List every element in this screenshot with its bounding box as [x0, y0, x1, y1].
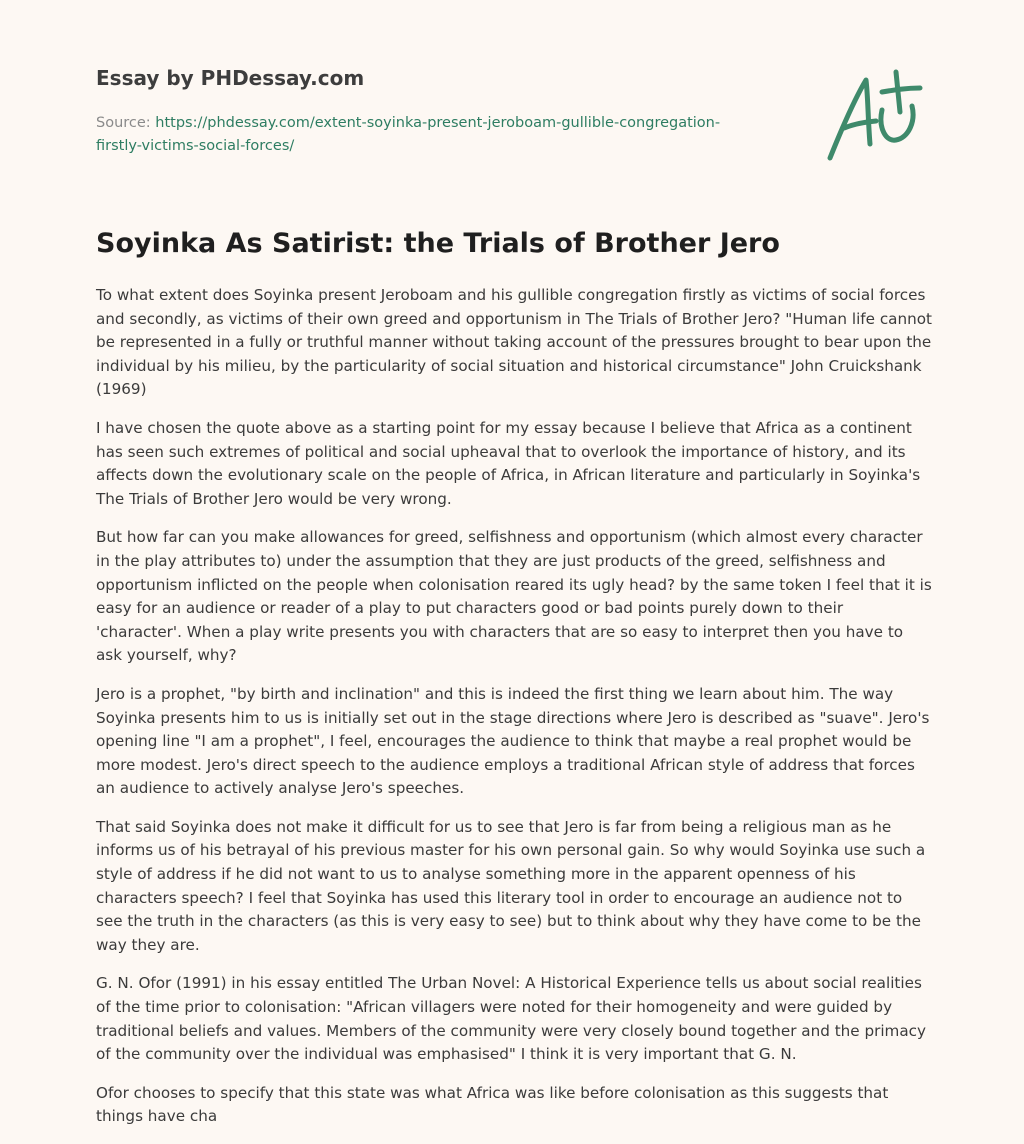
essay-paragraph: I have chosen the quote above as a starting point for my essay because I believe that Africa as a continent has seen such extremes of political and social upheaval that to overlook the importance of history, and its affects down the evolutionary scale on the people of Africa, in African literature and particularly in Soyinka's The Trials of Brother Jero would be very wrong. [96, 418, 921, 508]
essay-paragraph: To what extent does Soyinka present Jeroboam and his gullible congregation firstly as victims of social forces and secondly, as victims of their own greed and opportunism in The Trials of Brother Jero? "Human life cannot be represented in a fully or truthful manner without taking account of the pressures brought to bear upon the individual by his milieu, by the particularity of social situation and historical circumstance" John Cruickshank (1969) [96, 286, 932, 399]
essay-paragraph: Jero is a prophet, "by birth and inclination" and this is indeed the first thing we learn about him. The way Soyinka presents him to us is initially set out in the stage directions where Jero is described as "suave". Jero's opening line "I am a prophet", I feel, encourages the audience to think that maybe a real prophet would be more modest. Jero's direct speech to the audience employs a traditional African style of address that forces an audience to actively analyse Jero's speeches. [96, 684, 930, 798]
essay-paragraph: Ofor chooses to specify that this state was what Africa was like before colonisation as this suggests that things have cha [96, 1083, 889, 1126]
essay-title: Soyinka As Satirist: the Trials of Brother Jero [96, 228, 780, 259]
source-link[interactable]: https://phdessay.com/extent-soyinka-present-jeroboam-gullible-congregation-firstly-victims-social-forces/ [96, 115, 721, 154]
essay-paragraph: But how far can you make allowances for greed, selfishness and opportunism (which almost every character in the play attributes to) under the assumption that they are just products of the greed, selfishness and opportunism inflicted on the people when colonisation reared its ugly head? by the same token I feel that it is easy for an audience or reader of a play to put characters good or bad points purely down to their 'character'. When a play write presents you with characters that are so easy to interpret then you have to ask yourself, why? [96, 528, 932, 665]
site-title: Essay by PHDessay.com [96, 66, 365, 90]
essay-paragraph: G. N. Ofor (1991) in his essay entitled The Urban Novel: A Historical Experience tells us about social realities of the time prior to colonisation: "African villagers were noted for their homogeneity and were guided by traditional beliefs and values. Members of the community were very closely bound together and the primacy of the community over the individual was emphasised" I think it is very important that G. N. [96, 974, 926, 1064]
page-header [96, 64, 756, 158]
essay-body [96, 284, 932, 1144]
a-plus-logo-icon [820, 66, 930, 166]
source-line [96, 112, 756, 158]
essay-paragraph: That said Soyinka does not make it difficult for us to see that Jero is far from being a religious man as he informs us of his betrayal of his previous master for his own personal gain. So why would Soyinka use such a style of address if he did not want to us to analyse something more in the apparent openness of his characters speech? I feel that Soyinka has used this literary tool in order to encourage an audience not to see the truth in the characters (as this is very easy to see) but to think about why they have come to be the way they are. [96, 817, 926, 954]
source-label: Source: [96, 115, 151, 131]
